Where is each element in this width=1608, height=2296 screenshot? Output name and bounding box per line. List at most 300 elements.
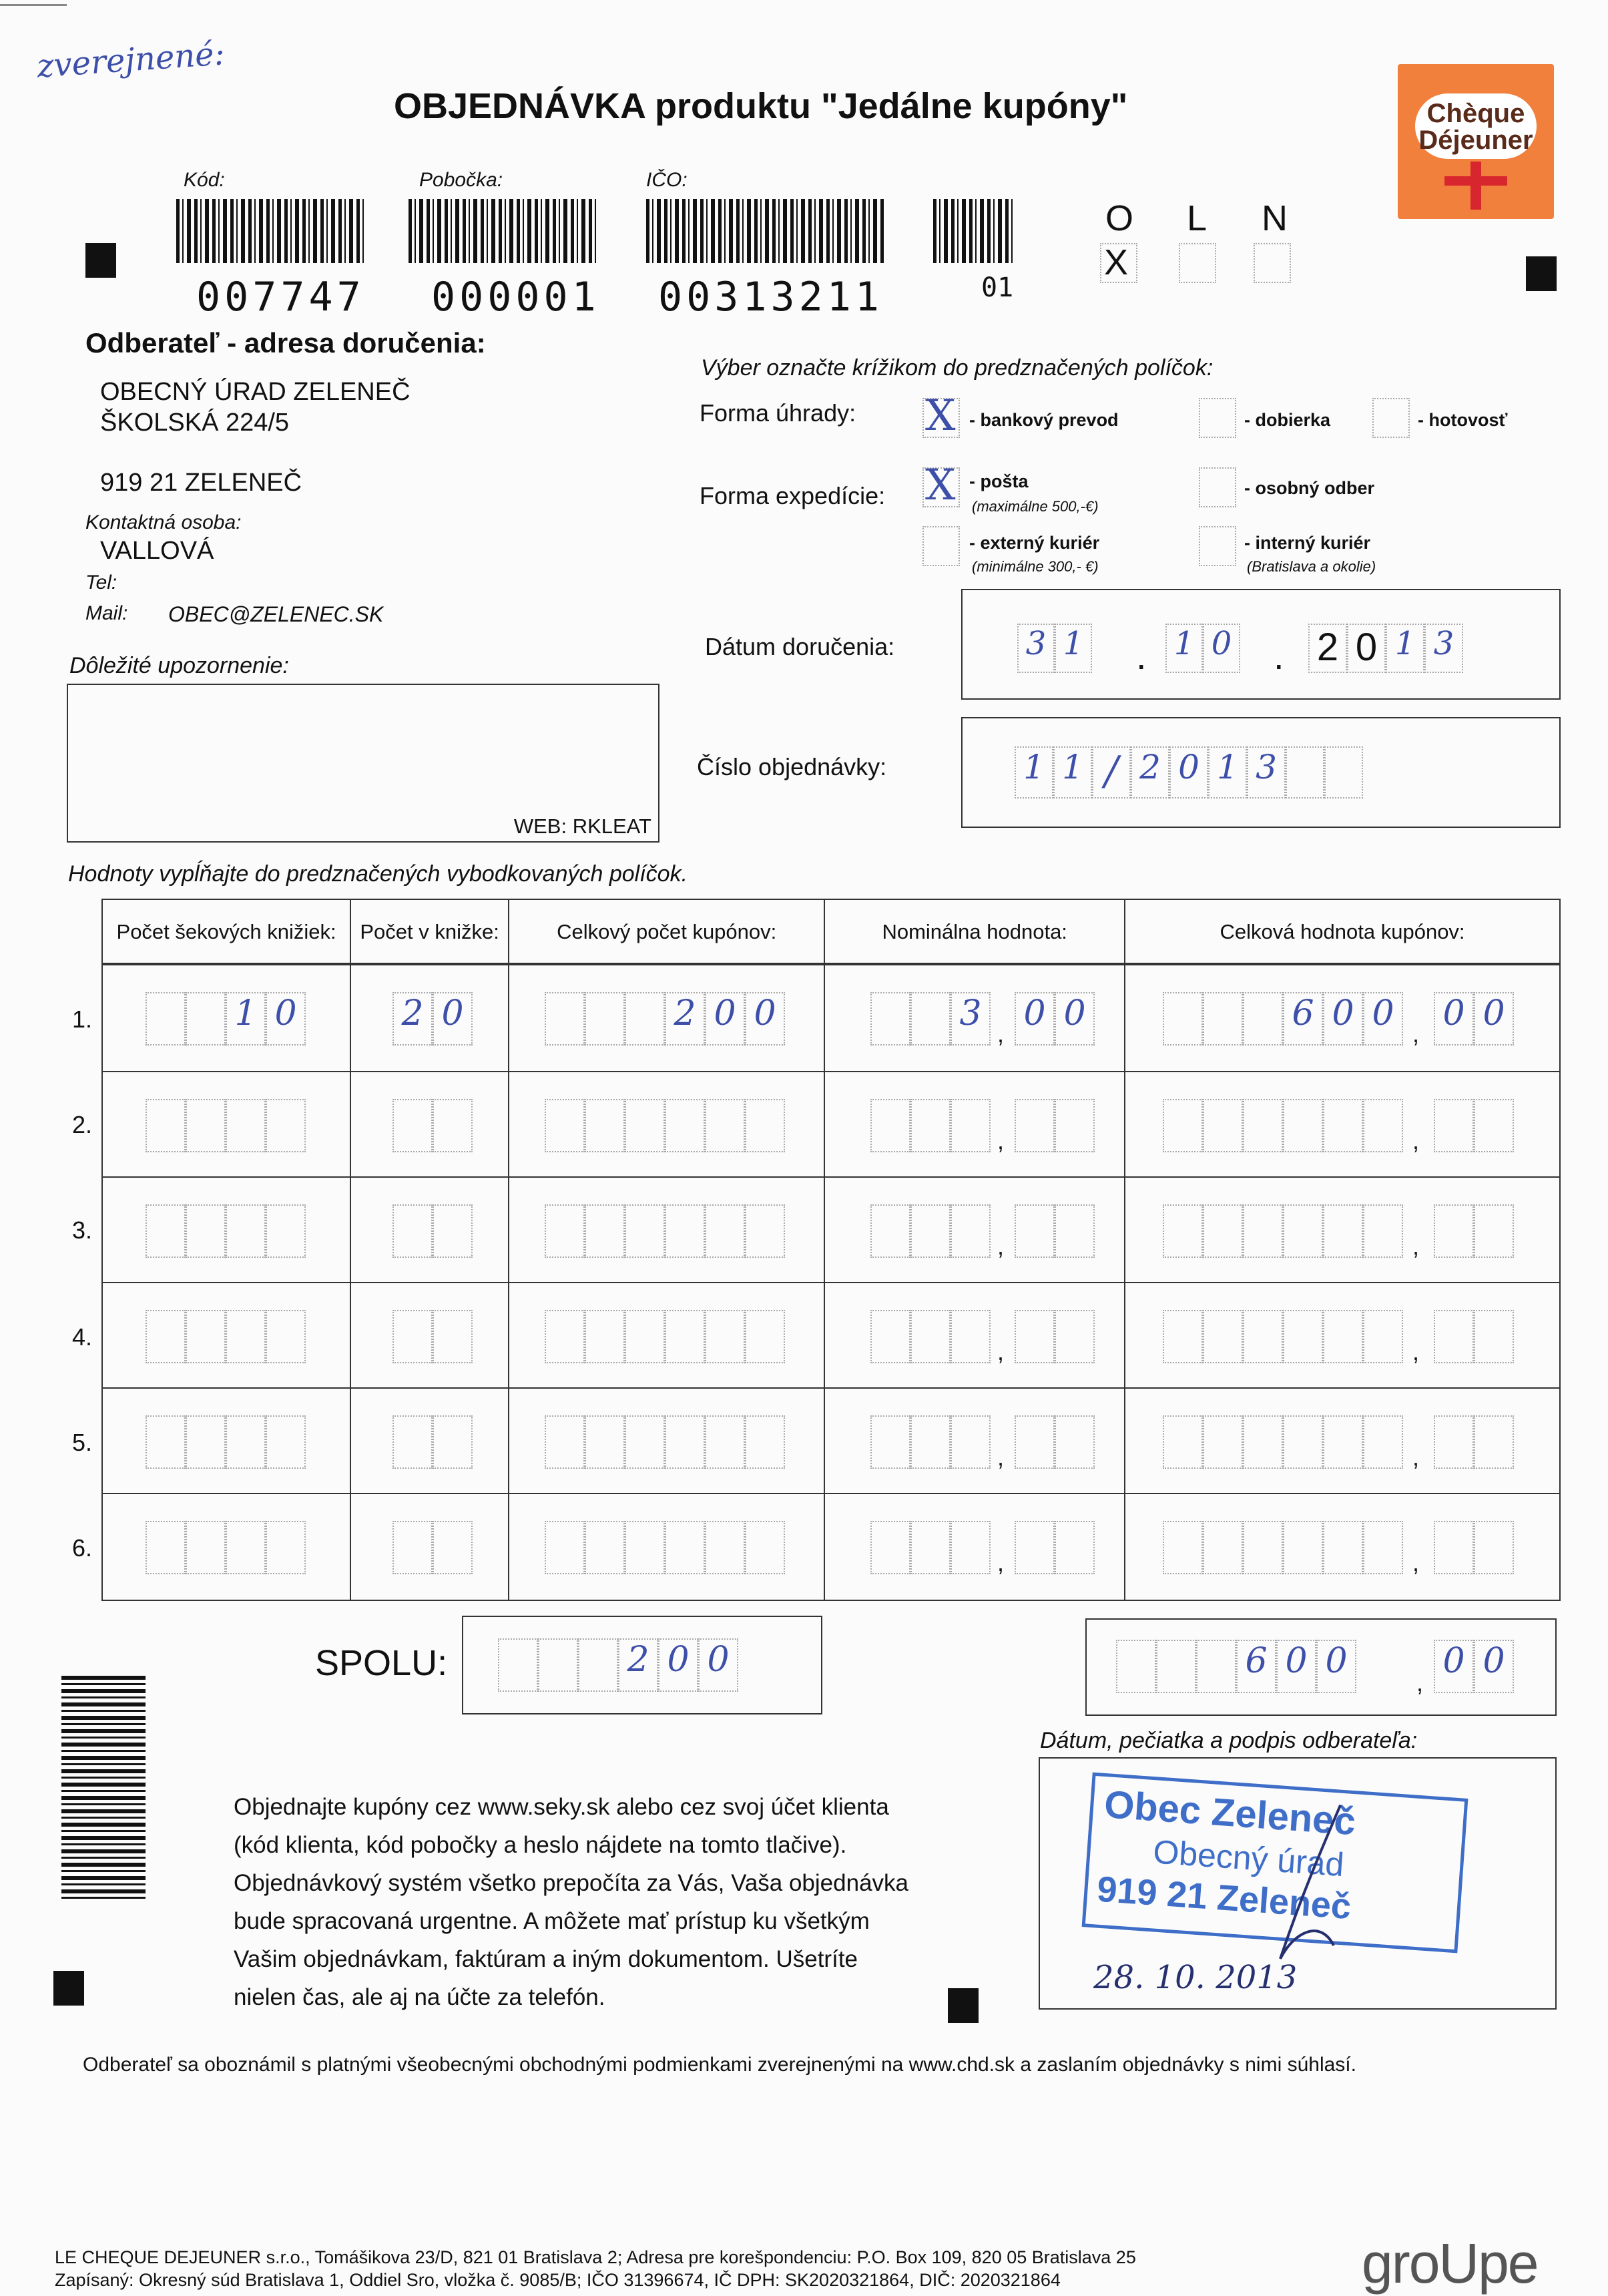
total-count-field[interactable] (545, 1521, 785, 1574)
digit-cell: 2 (618, 1638, 658, 1692)
ship-external-checkbox[interactable] (922, 526, 960, 566)
suffix-value: 01 (981, 272, 1014, 303)
date-cell: 1 (1055, 624, 1092, 673)
digit-cell (951, 1310, 991, 1363)
digit-cell (951, 1415, 991, 1469)
kod-label: Kód: (184, 169, 225, 191)
digit-cell (1055, 1099, 1095, 1152)
digit-cell (705, 1415, 745, 1469)
digit-cell: 6 (1236, 1640, 1276, 1693)
decimal-comma: , (1412, 1020, 1420, 1048)
ship-internal-note: (Bratislava a okolie) (1247, 558, 1376, 575)
row-number: 4. (72, 1323, 93, 1351)
spolu-label: SPOLU: (315, 1643, 448, 1683)
digit-cell (665, 1521, 705, 1574)
books-field[interactable] (146, 1099, 306, 1152)
total-count-field[interactable] (545, 1310, 785, 1363)
cheque-dejeuner-logo (1398, 64, 1554, 219)
digit-cell: 0 (1055, 992, 1095, 1046)
decimal-comma: , (997, 1549, 1005, 1576)
pay-cod-checkbox[interactable] (1199, 398, 1236, 438)
nominal-decimal-field[interactable] (1015, 1415, 1095, 1469)
nominal-decimal-field[interactable] (1015, 1099, 1095, 1152)
books-field[interactable] (146, 992, 306, 1046)
total-value-field[interactable] (1163, 1099, 1403, 1152)
logo-line1: Chèque (1426, 99, 1525, 128)
recipient-heading: Odberateľ - adresa doručenia: (85, 327, 486, 359)
digit-cell (186, 1099, 226, 1152)
terms-text: Odberateľ sa oboznámil s platnými všeobecnými obchodnými podmienkami zverejnenými na www.chd.sk a zaslaním objednávky s nimi súhlasí. (83, 2054, 1356, 2076)
col-header-nominal: Nominálna hodnota: (824, 899, 1125, 965)
side-barcode (61, 1676, 146, 1899)
signature-label: Dátum, pečiatka a podpis odberateľa: (1040, 1728, 1418, 1753)
order-cell: 3 (1247, 746, 1286, 798)
mail-value: OBEC@ZELENEC.SK (168, 602, 384, 626)
digit-cell: 0 (1276, 1640, 1316, 1693)
digit-cell (625, 1099, 665, 1152)
pay-cash-label: - hotovosť (1418, 410, 1508, 430)
digit-cell (1434, 1204, 1474, 1258)
order-cell: 1 (1015, 746, 1053, 798)
digit-cell (266, 1099, 306, 1152)
nominal-decimal-field[interactable] (1015, 1310, 1095, 1363)
total-value-decimal-field[interactable] (1434, 992, 1514, 1046)
nominal-field[interactable] (870, 1521, 991, 1574)
digit-cell (392, 1310, 433, 1363)
digit-cell (1283, 1521, 1323, 1574)
delivery-month-field[interactable] (1165, 624, 1240, 673)
digit-cell (870, 1415, 910, 1469)
total-value-decimal-field[interactable] (1434, 1310, 1514, 1363)
digit-cell (585, 1099, 625, 1152)
digit-cell (910, 1415, 951, 1469)
oln-n-checkbox[interactable] (1254, 243, 1291, 283)
digit-cell (745, 1415, 785, 1469)
digit-cell (146, 1204, 186, 1258)
digit-cell (1196, 1640, 1236, 1693)
digit-cell: 0 (1434, 1640, 1474, 1693)
tel-label: Tel: (85, 571, 117, 594)
per-book-field[interactable] (392, 1521, 473, 1574)
order-cell: 2 (1131, 746, 1169, 798)
row-number: 1. (72, 1005, 93, 1033)
digit-cell (186, 1415, 226, 1469)
digit-cell (186, 992, 226, 1046)
digit-cell (498, 1638, 538, 1692)
digit-cell (1243, 1099, 1283, 1152)
books-field[interactable] (146, 1521, 306, 1574)
row-number: 6. (72, 1534, 93, 1562)
digit-cell (392, 1099, 433, 1152)
groupe-logo: groUpe (1362, 2232, 1538, 2295)
digit-cell (266, 1310, 306, 1363)
suffix-barcode (933, 199, 1016, 263)
digit-cell (705, 1204, 745, 1258)
decimal-comma: , (1412, 1443, 1420, 1471)
signature-box[interactable] (1039, 1757, 1557, 2010)
digit-cell (1163, 1099, 1203, 1152)
total-value-decimal-field[interactable] (1434, 1204, 1514, 1258)
digit-cell (870, 1204, 910, 1258)
recipient-name: OBECNÝ ÚRAD ZELENEČ (100, 378, 411, 406)
total-value-field[interactable] (1163, 992, 1403, 1046)
digit-cell (433, 1415, 473, 1469)
recipient-city: 919 21 ZELENEČ (100, 469, 302, 497)
col-header-per-book: Počet v knižke: (350, 899, 509, 965)
total-value-field[interactable] (1163, 1204, 1403, 1258)
nominal-decimal-field[interactable] (1015, 992, 1095, 1046)
contact-label: Kontaktná osoba: (85, 511, 242, 533)
nominal-decimal-field[interactable] (1015, 1204, 1095, 1258)
date-cell: 0 (1347, 624, 1386, 673)
ico-value: 00313211 (658, 274, 883, 320)
digit-cell (545, 1521, 585, 1574)
oln-n: N (1262, 198, 1288, 238)
digit-cell: 3 (951, 992, 991, 1046)
digit-cell (585, 1204, 625, 1258)
oln-l: L (1187, 198, 1208, 238)
digit-cell (1163, 992, 1203, 1046)
notice-box[interactable] (67, 684, 659, 843)
logo-line2: Déjeuner (1418, 126, 1533, 155)
total-value-decimal-field[interactable] (1434, 1521, 1514, 1574)
promo-line: bude spracovaná urgentne. A môžete mať prístup ku všetkým (234, 1908, 870, 1934)
per-book-field[interactable] (392, 1099, 473, 1152)
books-field[interactable] (146, 1415, 306, 1469)
pay-cod-label: - dobierka (1244, 410, 1331, 430)
digit-cell: 2 (665, 992, 705, 1046)
digit-cell: 2 (392, 992, 433, 1046)
order-cell (1324, 746, 1363, 798)
order-cell: 0 (1169, 746, 1208, 798)
digit-cell (1283, 1415, 1323, 1469)
books-field[interactable] (146, 1310, 306, 1363)
digit-cell (1323, 1204, 1363, 1258)
promo-line: Objednajte kupóny cez www.seky.sk alebo cez svoj účet klienta (234, 1794, 889, 1820)
digit-cell (1243, 992, 1283, 1046)
ship-personal-checkbox[interactable] (1199, 467, 1236, 507)
digit-cell (951, 1099, 991, 1152)
ship-post-note: (maximálne 500,-€) (972, 498, 1099, 515)
digit-cell (392, 1415, 433, 1469)
digit-cell (1116, 1640, 1156, 1693)
digit-cell (1363, 1521, 1403, 1574)
total-value-field[interactable] (1163, 1521, 1403, 1574)
per-book-field[interactable] (392, 992, 473, 1046)
oln-l-checkbox[interactable] (1179, 243, 1216, 283)
digit-cell (625, 992, 665, 1046)
nominal-field[interactable] (870, 1204, 991, 1258)
digit-cell (1434, 1099, 1474, 1152)
oln-o-mark: X (1104, 242, 1129, 282)
digit-cell (705, 1521, 745, 1574)
digit-cell (870, 1521, 910, 1574)
decimal-comma: , (997, 1338, 1005, 1365)
footer-line1: LE CHEQUE DEJEUNER s.r.o., Tomášikova 23/D, 821 01 Bratislava 2; Adresa pre korešpondenciu: P.O. Box 109, 820 05 Bratislava 25 (55, 2247, 1136, 2267)
signature-mark (1240, 1799, 1374, 1972)
digit-cell (951, 1204, 991, 1258)
nominal-field[interactable] (870, 1415, 991, 1469)
payment-label: Forma úhrady: (700, 399, 856, 427)
total-count-field[interactable] (545, 992, 785, 1046)
decimal-comma: , (1412, 1232, 1420, 1260)
digit-cell (1163, 1310, 1203, 1363)
web-code: WEB: RKLEAT (513, 815, 651, 838)
delivery-label: Dátum doručenia: (705, 633, 895, 660)
digit-cell (146, 992, 186, 1046)
digit-cell (1156, 1640, 1196, 1693)
logo-cross-icon (1470, 162, 1481, 210)
order-cell: 1 (1208, 746, 1247, 798)
nominal-field[interactable] (870, 1310, 991, 1363)
digit-cell (1474, 1310, 1514, 1363)
digit-cell (705, 1310, 745, 1363)
ship-post-mark: X (925, 461, 956, 510)
registration-mark (948, 1988, 979, 2023)
digit-cell (1323, 1310, 1363, 1363)
col-header-books: Počet šekových knižiek: (102, 899, 350, 965)
digit-cell (625, 1521, 665, 1574)
total-count-field[interactable] (545, 1099, 785, 1152)
per-book-field[interactable] (392, 1415, 473, 1469)
digit-cell (186, 1204, 226, 1258)
recipient-street: ŠKOLSKÁ 224/5 (100, 409, 290, 437)
col-header-total-value: Celková hodnota kupónov: (1125, 899, 1560, 965)
selection-instruction: Výber označte krížikom do predznačených políčok: (701, 355, 1214, 381)
digit-cell (146, 1521, 186, 1574)
digit-cell (1015, 1521, 1055, 1574)
kod-barcode (176, 199, 364, 263)
digit-cell (1434, 1521, 1474, 1574)
digit-cell (392, 1204, 433, 1258)
digit-cell: 0 (698, 1638, 738, 1692)
digit-cell (625, 1204, 665, 1258)
digit-cell (745, 1521, 785, 1574)
digit-cell (545, 992, 585, 1046)
kod-value: 007747 (196, 274, 365, 320)
promo-line: Vašim objednávkam, faktúram a iným dokumentom. Ušetríte (234, 1946, 858, 1972)
digit-cell (1434, 1310, 1474, 1363)
registration-mark (85, 243, 116, 278)
digit-cell (1203, 1415, 1243, 1469)
stamp-line3: 919 21 Zeleneč (1095, 1869, 1353, 1927)
date-cell: 2 (1308, 624, 1347, 673)
digit-cell (1474, 1415, 1514, 1469)
digit-cell (186, 1521, 226, 1574)
order-number-label: Číslo objednávky: (697, 753, 887, 780)
digit-cell (585, 992, 625, 1046)
digit-cell (1243, 1204, 1283, 1258)
per-book-field[interactable] (392, 1204, 473, 1258)
ship-personal-label: - osobný odber (1244, 478, 1374, 498)
date-cell: 1 (1386, 624, 1424, 673)
pobocka-value: 000001 (431, 274, 600, 320)
digit-cell: 1 (226, 992, 266, 1046)
order-cell (1286, 746, 1324, 798)
ship-internal-checkbox[interactable] (1199, 526, 1236, 566)
digit-cell (1055, 1415, 1095, 1469)
digit-cell (146, 1415, 186, 1469)
digit-cell (1055, 1521, 1095, 1574)
digit-cell: 0 (433, 992, 473, 1046)
top-edge-line (0, 4, 67, 6)
digit-cell (433, 1099, 473, 1152)
digit-cell (1474, 1521, 1514, 1574)
spolu-count-field[interactable] (498, 1638, 738, 1692)
digit-cell (266, 1521, 306, 1574)
digit-cell (745, 1099, 785, 1152)
digit-cell (665, 1415, 705, 1469)
digit-cell (625, 1310, 665, 1363)
order-cell: 1 (1053, 746, 1092, 798)
books-field[interactable] (146, 1204, 306, 1258)
page-title: OBJEDNÁVKA produktu "Jedálne kupóny" (394, 86, 1128, 126)
digit-cell (1055, 1204, 1095, 1258)
total-value-decimal-field[interactable] (1434, 1415, 1514, 1469)
digit-cell: 0 (1474, 992, 1514, 1046)
per-book-field[interactable] (392, 1310, 473, 1363)
digit-cell (545, 1310, 585, 1363)
pay-cash-checkbox[interactable] (1372, 398, 1410, 438)
digit-cell (1015, 1099, 1055, 1152)
digit-cell (1203, 1099, 1243, 1152)
digit-cell (146, 1310, 186, 1363)
digit-cell: 0 (1316, 1640, 1356, 1693)
digit-cell (1474, 1099, 1514, 1152)
decimal-comma: , (1412, 1127, 1420, 1154)
digit-cell (870, 992, 910, 1046)
contact-value: VALLOVÁ (100, 537, 214, 565)
nominal-field[interactable] (870, 992, 991, 1046)
digit-cell (1243, 1415, 1283, 1469)
digit-cell (1363, 1204, 1403, 1258)
digit-cell (665, 1310, 705, 1363)
digit-cell (266, 1415, 306, 1469)
ico-label: IČO: (646, 169, 688, 191)
digit-cell (665, 1204, 705, 1258)
digit-cell (1163, 1521, 1203, 1574)
decimal-comma: , (997, 1020, 1005, 1048)
ico-barcode (646, 199, 885, 263)
decimal-comma: , (1416, 1669, 1424, 1696)
nominal-field[interactable] (870, 1099, 991, 1152)
digit-cell (226, 1415, 266, 1469)
digit-cell: 0 (658, 1638, 698, 1692)
pobocka-label: Pobočka: (419, 169, 503, 191)
nominal-decimal-field[interactable] (1015, 1521, 1095, 1574)
digit-cell (705, 1099, 745, 1152)
mail-label: Mail: (85, 602, 128, 624)
digit-cell (870, 1099, 910, 1152)
delivery-year-field[interactable] (1308, 624, 1463, 673)
spolu-sum-decimal-field[interactable] (1434, 1640, 1514, 1693)
decimal-comma: , (1412, 1338, 1420, 1365)
digit-cell: 0 (266, 992, 306, 1046)
digit-cell (625, 1415, 665, 1469)
digit-cell (1363, 1099, 1403, 1152)
digit-cell (585, 1310, 625, 1363)
digit-cell (266, 1204, 306, 1258)
digit-cell (1434, 1415, 1474, 1469)
date-cell: 1 (1165, 624, 1203, 673)
ship-external-note: (minimálne 300,- €) (972, 558, 1099, 575)
digit-cell (1163, 1204, 1203, 1258)
digit-cell: 0 (1474, 1640, 1514, 1693)
digit-cell (545, 1415, 585, 1469)
digit-cell (146, 1099, 186, 1152)
date-sep: . (1274, 635, 1284, 677)
digit-cell: 0 (745, 992, 785, 1046)
digit-cell (186, 1310, 226, 1363)
digit-cell (226, 1310, 266, 1363)
date-cell: 3 (1017, 624, 1055, 673)
row-number: 3. (72, 1216, 93, 1244)
col-header-total-count: Celkový počet kupónov: (509, 899, 824, 965)
ship-internal-label: - interný kuriér (1244, 533, 1371, 553)
digit-cell (585, 1521, 625, 1574)
digit-cell (226, 1521, 266, 1574)
digit-cell (1323, 1521, 1363, 1574)
digit-cell (1283, 1310, 1323, 1363)
decimal-comma: , (997, 1232, 1005, 1260)
digit-cell (585, 1415, 625, 1469)
digit-cell (1243, 1521, 1283, 1574)
pobocka-barcode (409, 199, 599, 263)
promo-line: nielen čas, ale aj na účte za telefón. (234, 1984, 605, 2010)
digit-cell: 0 (1015, 992, 1055, 1046)
total-value-field[interactable] (1163, 1310, 1403, 1363)
oln-o: O (1105, 198, 1134, 238)
digit-cell (392, 1521, 433, 1574)
total-count-field[interactable] (545, 1415, 785, 1469)
table-header-row (102, 899, 1560, 965)
values-instruction: Hodnoty vypĺňajte do predznačených vybodkovaných políčok. (68, 861, 688, 887)
digit-cell (1203, 992, 1243, 1046)
decimal-comma: , (997, 1127, 1005, 1154)
digit-cell (1323, 1415, 1363, 1469)
digit-cell (910, 1521, 951, 1574)
digit-cell (910, 1099, 951, 1152)
digit-cell (1283, 1099, 1323, 1152)
shipping-label: Forma expedície: (700, 482, 886, 509)
promo-line: Objednávkový systém všetko prepočíta za Vás, Vaša objednávka (234, 1870, 909, 1896)
digit-cell: 0 (705, 992, 745, 1046)
digit-cell (910, 1310, 951, 1363)
order-cell: / (1092, 746, 1131, 798)
order-number-field[interactable] (1015, 746, 1363, 798)
date-cell: 0 (1203, 624, 1240, 673)
digit-cell (910, 992, 951, 1046)
digit-cell (951, 1521, 991, 1574)
header-divider (101, 963, 1561, 965)
digit-cell (1203, 1521, 1243, 1574)
total-value-decimal-field[interactable] (1434, 1099, 1514, 1152)
digit-cell (433, 1310, 473, 1363)
digit-cell (665, 1099, 705, 1152)
digit-cell (578, 1638, 618, 1692)
spolu-sum-field[interactable] (1116, 1640, 1356, 1693)
digit-cell (1283, 1204, 1323, 1258)
digit-cell (1203, 1204, 1243, 1258)
footer-line2: Zapísaný: Okresný súd Bratislava 1, Oddiel Sro, vložka č. 9085/B; IČO 31396674, IČ DPH: SK2020321864, DIČ: 2020321864 (55, 2270, 1061, 2290)
total-count-field[interactable] (545, 1204, 785, 1258)
digit-cell (1323, 1099, 1363, 1152)
digit-cell (1015, 1310, 1055, 1363)
digit-cell (545, 1204, 585, 1258)
digit-cell (1363, 1310, 1403, 1363)
total-value-field[interactable] (1163, 1415, 1403, 1469)
delivery-date-field[interactable] (1017, 624, 1092, 673)
